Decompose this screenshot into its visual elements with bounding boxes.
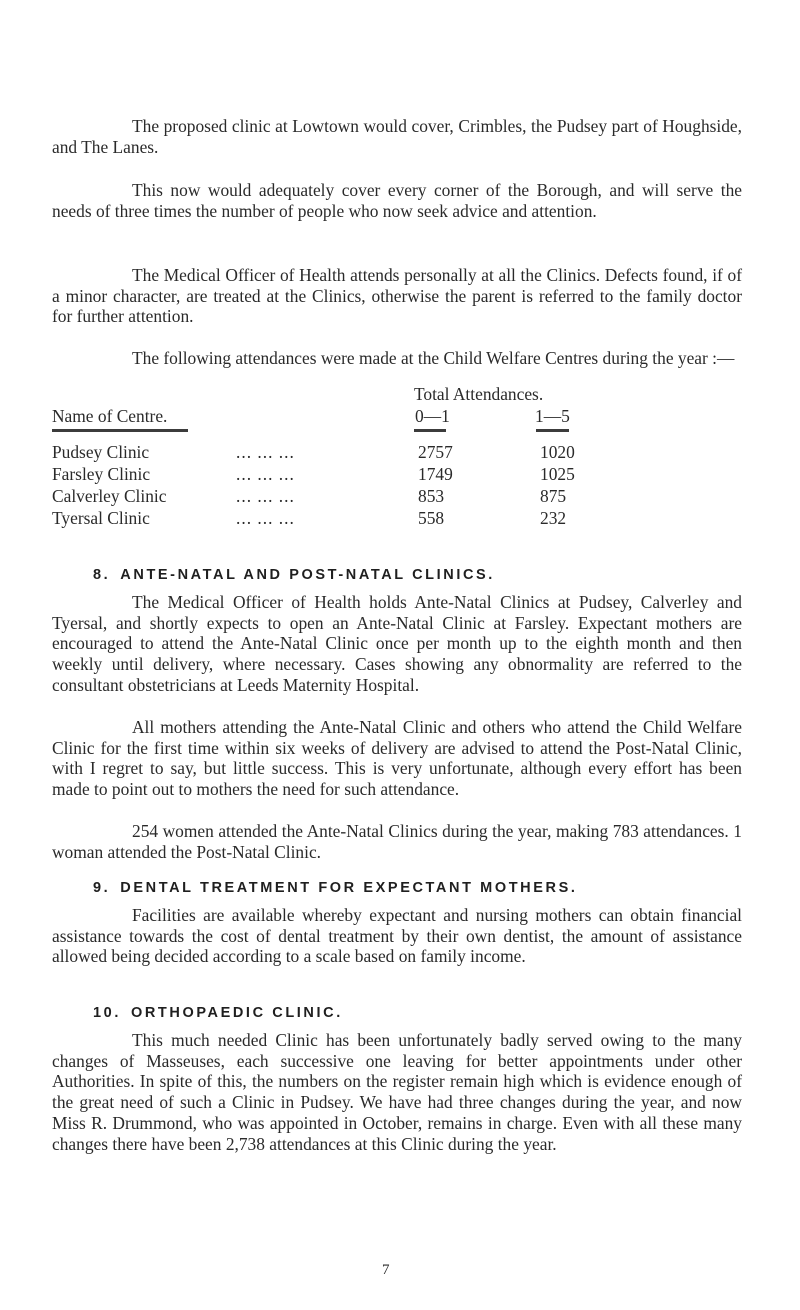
- table-row: [52, 486, 752, 508]
- section-number: 9.: [93, 880, 111, 896]
- paragraph-attendances-intro: The following attendances were made at the Child Welfare Centres during the year :—: [132, 348, 735, 368]
- attendance-0-1: 558: [418, 508, 445, 528]
- paragraph-lowtown-clinic: The proposed clinic at Lowtown would cover, Crimbles, the Pudsey part of Houghside, and The Lanes.: [52, 116, 742, 157]
- paragraph-dental-treatment: Facilities are available whereby expectant and nursing mothers can obtain financial assistance towards the cost of dental treatment by their own dentist, the amount of assistance allowed being decided according to a scale based on family income.: [52, 905, 742, 967]
- section-title: ORTHOPAEDIC CLINIC.: [130, 1005, 343, 1021]
- section-title: ANTE-NATAL AND POST-NATAL CLINICS.: [120, 567, 495, 583]
- name-of-centre-header: Name of Centre.: [52, 406, 168, 426]
- page-number: 7: [382, 1262, 390, 1278]
- age-0-1-header: 0—1: [415, 406, 450, 426]
- col1-header-rule: [414, 429, 446, 432]
- centre-name: Pudsey Clinic: [52, 442, 150, 462]
- section-heading-dental: [93, 880, 577, 896]
- section-heading-ante-natal: [93, 567, 495, 583]
- attendance-1-5: 232: [540, 508, 567, 528]
- section-heading-orthopaedic: [93, 1005, 343, 1021]
- attendance-0-1: 853: [418, 486, 445, 506]
- table-row: [52, 464, 752, 486]
- table-row: [52, 508, 752, 530]
- centre-name: Farsley Clinic: [52, 464, 151, 484]
- attendance-1-5: 1025: [540, 464, 575, 484]
- col2-header-rule: [536, 429, 569, 432]
- section-number: 10.: [93, 1005, 121, 1021]
- name-header-rule: [52, 429, 188, 432]
- dot-leader: ... ... ...: [236, 508, 295, 528]
- attendance-1-5: 875: [540, 486, 567, 506]
- centre-name: Tyersal Clinic: [52, 508, 150, 528]
- attendance-1-5: 1020: [540, 442, 575, 462]
- paragraph-attendance-figures: 254 women attended the Ante-Natal Clinics during the year, making 783 attendances. 1 woman attended the Post-Natal Clinic.: [52, 821, 742, 862]
- dot-leader: ... ... ...: [236, 464, 295, 484]
- paragraph-orthopaedic-clinic: This much needed Clinic has been unfortunately badly served owing to the many changes of Masseuses, each successive one leaving for better appointments under other Authorities. In spite of this, the numbers on the register remain high which is evidence enough of the great need of such a Clinic in Pudsey. We have had three changes during the year, and now Miss R. Drummond, who was appointed in October, remains in charge. Even with all these many changes there have been 2,738 attendances at this Clinic during the year.: [52, 1030, 742, 1154]
- section-title: DENTAL TREATMENT FOR EXPECTANT MOTHERS.: [120, 880, 578, 896]
- centre-name: Calverley Clinic: [52, 486, 167, 506]
- table-row: [52, 442, 752, 464]
- paragraph-medical-officer: The Medical Officer of Health attends personally at all the Clinics. Defects found, if of a minor character, are treated at the Clinics, otherwise the parent is referred to the family doctor for further attention.: [52, 265, 742, 327]
- paragraph-borough-coverage: This now would adequately cover every corner of the Borough, and will serve the needs of three times the number of people who now seek advice and attention.: [52, 180, 742, 221]
- age-1-5-header: 1—5: [535, 406, 570, 426]
- dot-leader: ... ... ...: [236, 486, 295, 506]
- attendance-0-1: 2757: [418, 442, 453, 462]
- paragraph-post-natal: All mothers attending the Ante-Natal Clinic and others who attend the Child Welfare Clinic for the first time within six weeks of delivery are advised to attend the Post-Natal Clinic, with I regret to say, but little success. This is very unfortunate, although every effort has been made to point out to mothers the need for such attendance.: [52, 717, 742, 800]
- section-number: 8.: [93, 567, 111, 583]
- dot-leader: ... ... ...: [236, 442, 295, 462]
- attendance-0-1: 1749: [418, 464, 453, 484]
- total-attendances-header: Total Attendances.: [414, 384, 544, 404]
- paragraph-ante-natal-clinics: The Medical Officer of Health holds Ante-Natal Clinics at Pudsey, Calverley and Tyersal, and shortly expects to open an Ante-Natal Clinic at Farsley. Expectant mothers are encouraged to attend the Ante-Natal Clinic once per month up to the eighth month and then weekly until delivery, where necessary. Cases showing any obnormality are referred to the consultant obstetricians at Leeds Maternity Hospital.: [52, 592, 742, 695]
